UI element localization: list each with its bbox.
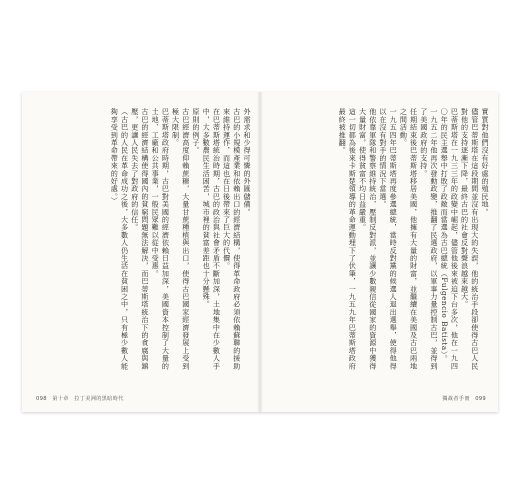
book-spread <box>22 92 498 412</box>
right-page <box>260 92 498 412</box>
left-page-folio: 098 第十章 拉丁美洲的黑暗時代 <box>36 396 124 402</box>
left-page <box>22 92 260 412</box>
right-page-folio: 獨裁者手冊 099 <box>442 396 486 402</box>
left-page-body-text: 外需求和少得可憐的外匯儲備。 古巴的小規模產業和依賴出口的經濟結構，使得革命政府必須依賴蘇聯的援助來維持運作，而這也在日後帶來了巨大的代價。 在巴蒂斯塔統治時期，古巴的政治與社會矛盾不斷加深，土地集中在少數人手中，大多數農民生活困苦，城市裡的貧富差距也十分懸殊。 原則的例子。 古巴經濟高度仰賴蔗糖，大量甘蔗種植與出口，使得古巴國家經濟發展上受到極大限制。 巴蒂斯塔政府時期，古巴對美國的經濟依賴日益加深，美國資本控制了大量的土地、工廠和公共事業，一般民眾難以從中受惠。 古巴的經濟結構使得國內的貧窮問題無法解決，而巴蒂斯塔統治下的貪腐與鎮壓，更讓人民失去了對政府的信任。 （古巴的人民在革命成功之後，大多數人仍生活在貧困之中，只有極少數人能夠享受到革命帶來的好處。） <box>110 108 252 370</box>
right-page-body-text: 實質對他們沒有好處的殖民地。 儘管巴蒂斯塔在這段期間並沒有出現大的失誤，他的統治手段卻使得古巴人民對他的支持逐漸下降，最終古巴的社會反對聲浪越來越大。 巴蒂斯塔在一九三三年的政變中崛起，儘管他後來被迫下台多次，他在一九四〇年的民主選舉中打敗了政敵而當選為古巴總統（Fulgencio Batista）。 一九五二年他再次發動政變，推翻了民選政府，以軍事力量控制古巴，並得到了美國政府的支持。 任期結束後巴蒂斯塔移居美國，他擁有大量的財富，並繼續在美國及古巴兩地之間活動。 一九五四年巴蒂斯塔再度參選總統，當時反對黨的候選人退出選舉，使得他得以在沒有對手的情況下當選。 他依靠軍隊和警察維持統治，壓制反對派，並讓少數親信從國家的資源中獲得大量財富，使得貧富不均日益嚴重。 這一切都為後來卡斯楚領導的革命運動埋下了伏筆，一九五九年巴蒂斯塔政府最終被推翻。 <box>338 108 490 370</box>
